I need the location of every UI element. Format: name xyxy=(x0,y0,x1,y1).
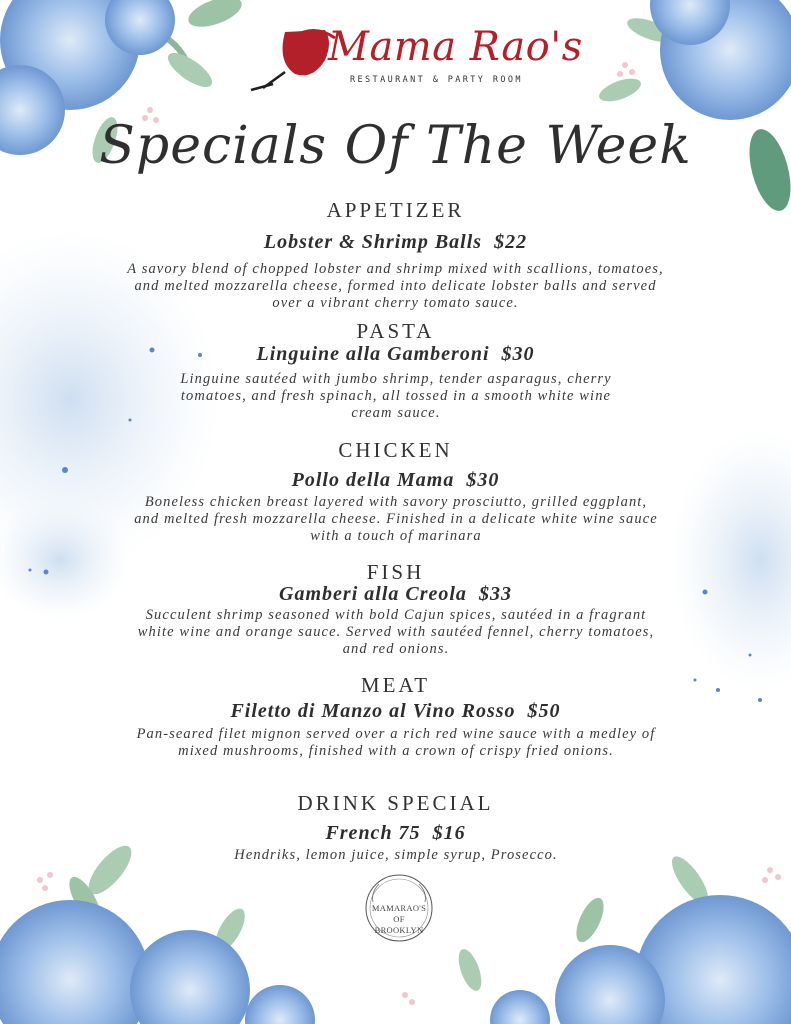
dish-name: French 75 xyxy=(325,822,421,844)
dish-price: $33 xyxy=(478,583,512,605)
dish-price: $16 xyxy=(432,822,466,844)
dish-name: Filetto di Manzo al Vino Rosso xyxy=(230,700,516,722)
section-heading-meat: MEAT xyxy=(360,673,431,697)
dish-drink xyxy=(0,822,791,845)
section-heading-appetizer: APPETIZER xyxy=(326,198,465,222)
dish-pasta xyxy=(0,343,791,366)
dish-price: $30 xyxy=(466,469,500,491)
brand-name: Mama Rao's xyxy=(328,24,583,70)
brand-subtitle: RESTAURANT & PARTY ROOM xyxy=(350,75,523,85)
dish-description: Pan-seared filet mignon served over a rich red wine sauce with a medley of mixed mushrooms, finished with a crown of crispy fried onions. xyxy=(136,726,656,759)
dish-appetizer xyxy=(0,231,791,254)
dish-price: $30 xyxy=(501,343,535,365)
dish-description: Linguine sautéed with jumbo shrimp, tender asparagus, cherry tomatoes, and fresh spinach, all tossed in a smooth white wine cream sauce. xyxy=(180,371,612,421)
stamp-text: MAMARAO'S OF BROOKLYN xyxy=(371,903,427,935)
page-title: Specials Of The Week xyxy=(99,116,692,176)
dish-description: A savory blend of chopped lobster and shrimp mixed with scallions, tomatoes, and melted mozzarella cheese, formed into delicate lobster balls and served over a vibrant cherry tomato sauce. xyxy=(127,261,664,311)
dish-description: Boneless chicken breast layered with savory prosciutto, grilled eggplant, and melted fresh mozzarella cheese. Finished in a delicate white wine sauce with a touch of marinara xyxy=(134,494,658,544)
section-heading-drink-special: DRINK SPECIAL xyxy=(297,791,494,815)
section-heading-pasta: PASTA xyxy=(356,319,435,343)
dish-description: Succulent shrimp seasoned with bold Cajun spices, sautéed in a fragrant white wine and orange sauce. Served with sautéed fennel, cherry tomatoes, and red onions. xyxy=(137,607,655,657)
dish-name: Pollo della Mama xyxy=(291,469,455,491)
section-heading-chicken: CHICKEN xyxy=(338,438,453,462)
dish-price: $22 xyxy=(494,231,528,253)
section-heading-fish: FISH xyxy=(366,560,425,584)
dish-description: Hendriks, lemon juice, simple syrup, Prosecco. xyxy=(234,847,558,863)
dish-meat xyxy=(0,700,791,723)
dish-fish xyxy=(0,583,791,606)
dish-name: Gamberi alla Creola xyxy=(279,583,467,605)
dish-price: $50 xyxy=(527,700,561,722)
dish-name: Lobster & Shrimp Balls xyxy=(263,231,483,253)
dish-chicken xyxy=(0,469,791,492)
dish-name: Linguine alla Gamberoni xyxy=(256,343,490,365)
